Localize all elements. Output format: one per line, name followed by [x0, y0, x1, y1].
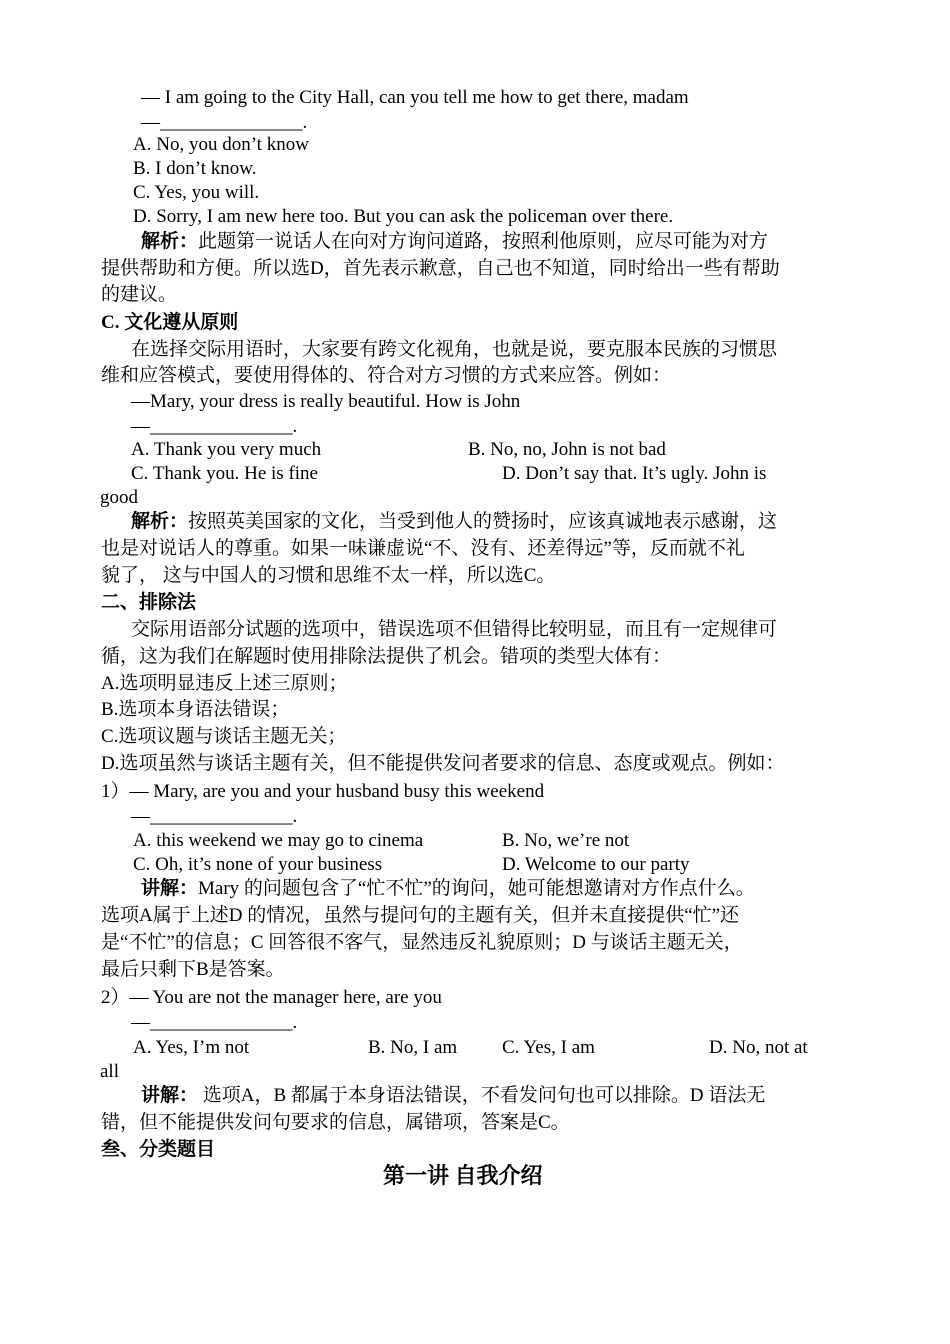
section-2-heading: 二、排除法 [101, 592, 197, 613]
ex1-analysis-line-1: 讲解：Mary 的问题包含了“忙不忙”的询问，她可能想邀请对方作点什么。 [141, 878, 755, 899]
section-3-heading: 叁、分类题目 [101, 1139, 216, 1160]
section-2-type-b: B.选项本身语法错误； [101, 699, 290, 720]
ex2-option-d: D. No, not at [709, 1037, 808, 1058]
ex1-analysis-line-3: 是“不忙”的信息；C 回答很不客气，显然违反礼貌原则；D 与谈话主题无关， [101, 932, 743, 953]
section-c-option-d: D. Don’t say that. It’s ugly. John is [502, 463, 767, 484]
ex1-option-b: B. No, we’re not [502, 830, 630, 851]
ex2-option-c: C. Yes, I am [502, 1037, 595, 1058]
q1-analysis-line-2: 提供帮助和方便。所以选D，首先表示歉意，自己也不知道，同时给出一些有帮助 [101, 258, 780, 279]
q1-analysis-line-1: 解析：此题第一说话人在向对方询问道路，按照利他原则，应尽可能为对方 [141, 231, 769, 252]
ex2-option-d-wrap: all [100, 1061, 119, 1082]
q1-option-c: C. Yes, you will. [133, 182, 260, 203]
q1-answer-blank: —_______________. [141, 112, 308, 133]
section-c-analysis-label: 解析： [131, 511, 189, 532]
section-2-intro-1: 交际用语部分试题的选项中，错误选项不但错得比较明显，而且有一定规律可 [131, 619, 778, 640]
section-c-question: —Mary, your dress is really beautiful. How is John [131, 391, 521, 412]
section-c-analysis-line-2: 也是对说话人的尊重。如果一味谦虚说“不、没有、还差得远”等，反而就不礼 [101, 538, 745, 559]
section-c-heading: C. 文化遵从原则 [101, 312, 239, 333]
section-c-option-b: B. No, no, John is not bad [468, 439, 666, 460]
q1-question: — I am going to the City Hall, can you tell me how to get there, madam [141, 87, 689, 108]
section-2-type-c: C.选项议题与谈话主题无关； [101, 726, 347, 747]
q1-analysis-label: 解析： [141, 231, 199, 252]
q1-option-d: D. Sorry, I am new here too. But you can ask the policeman over there. [133, 206, 674, 227]
ex2-answer-blank: —_______________. [131, 1012, 298, 1033]
ex1-option-a: A. this weekend we may go to cinema [133, 830, 424, 851]
section-c-analysis-line-3: 貌了， 这与中国人的习惯和思维不太一样，所以选C。 [101, 565, 556, 586]
ex1-question: 1）— Mary, are you and your husband busy this weekend [101, 781, 545, 802]
ex2-option-b: B. No, I am [368, 1037, 458, 1058]
section-c-option-c: C. Thank you. He is fine [131, 463, 318, 484]
section-c-answer-blank: —_______________. [131, 416, 298, 437]
ex2-analysis-label: 讲解： [141, 1085, 199, 1106]
ex1-option-c: C. Oh, it’s none of your business [133, 854, 383, 875]
ex2-question: 2）— You are not the manager here, are you [101, 987, 442, 1008]
ex1-option-d: D. Welcome to our party [502, 854, 690, 875]
ex1-answer-blank: —_______________. [131, 806, 298, 827]
section-c-option-a: A. Thank you very much [131, 439, 322, 460]
ex1-analysis-line-4: 最后只剩下B是答案。 [101, 959, 285, 980]
q1-analysis-line-3: 的建议。 [101, 284, 178, 305]
ex2-option-a: A. Yes, I’m not [133, 1037, 250, 1058]
ex1-analysis-label: 讲解： [141, 878, 199, 899]
ex2-analysis-line-1: 讲解： 选项A，B 都属于本身语法错误，不看发问句也可以排除。D 语法无 [141, 1085, 766, 1106]
ex2-analysis-line-2: 错，但不能提供发问句要求的信息，属错项，答案是C。 [101, 1112, 570, 1133]
q1-option-b: B. I don’t know. [133, 158, 257, 179]
ex1-analysis-line-2: 选项A属于上述D 的情况，虽然与提问句的主题有关，但并未直接提供“忙”还 [101, 905, 740, 926]
q1-option-a: A. No, you don’t know [133, 134, 309, 155]
section-c-intro-1: 在选择交际用语时，大家要有跨文化视角，也就是说，要克服本民族的习惯思 [131, 339, 778, 360]
section-c-analysis-line-1: 解析：按照英美国家的文化，当受到他人的赞扬时，应该真诚地表示感谢，这 [131, 511, 778, 532]
section-2-type-a: A.选项明显违反上述三原则； [101, 673, 348, 694]
section-c-intro-2: 维和应答模式，要使用得体的、符合对方习惯的方式来应答。例如： [101, 365, 672, 386]
section-2-intro-2: 循，这为我们在解题时使用排除法提供了机会。错项的类型大体有： [101, 646, 672, 667]
section-2-type-d: D.选项虽然与谈话主题有关，但不能提供发问者要求的信息、态度或观点。例如： [101, 753, 785, 774]
section-c-option-d-wrap: good [100, 487, 138, 508]
lecture-title: 第一讲 自我介绍 [383, 1163, 543, 1188]
